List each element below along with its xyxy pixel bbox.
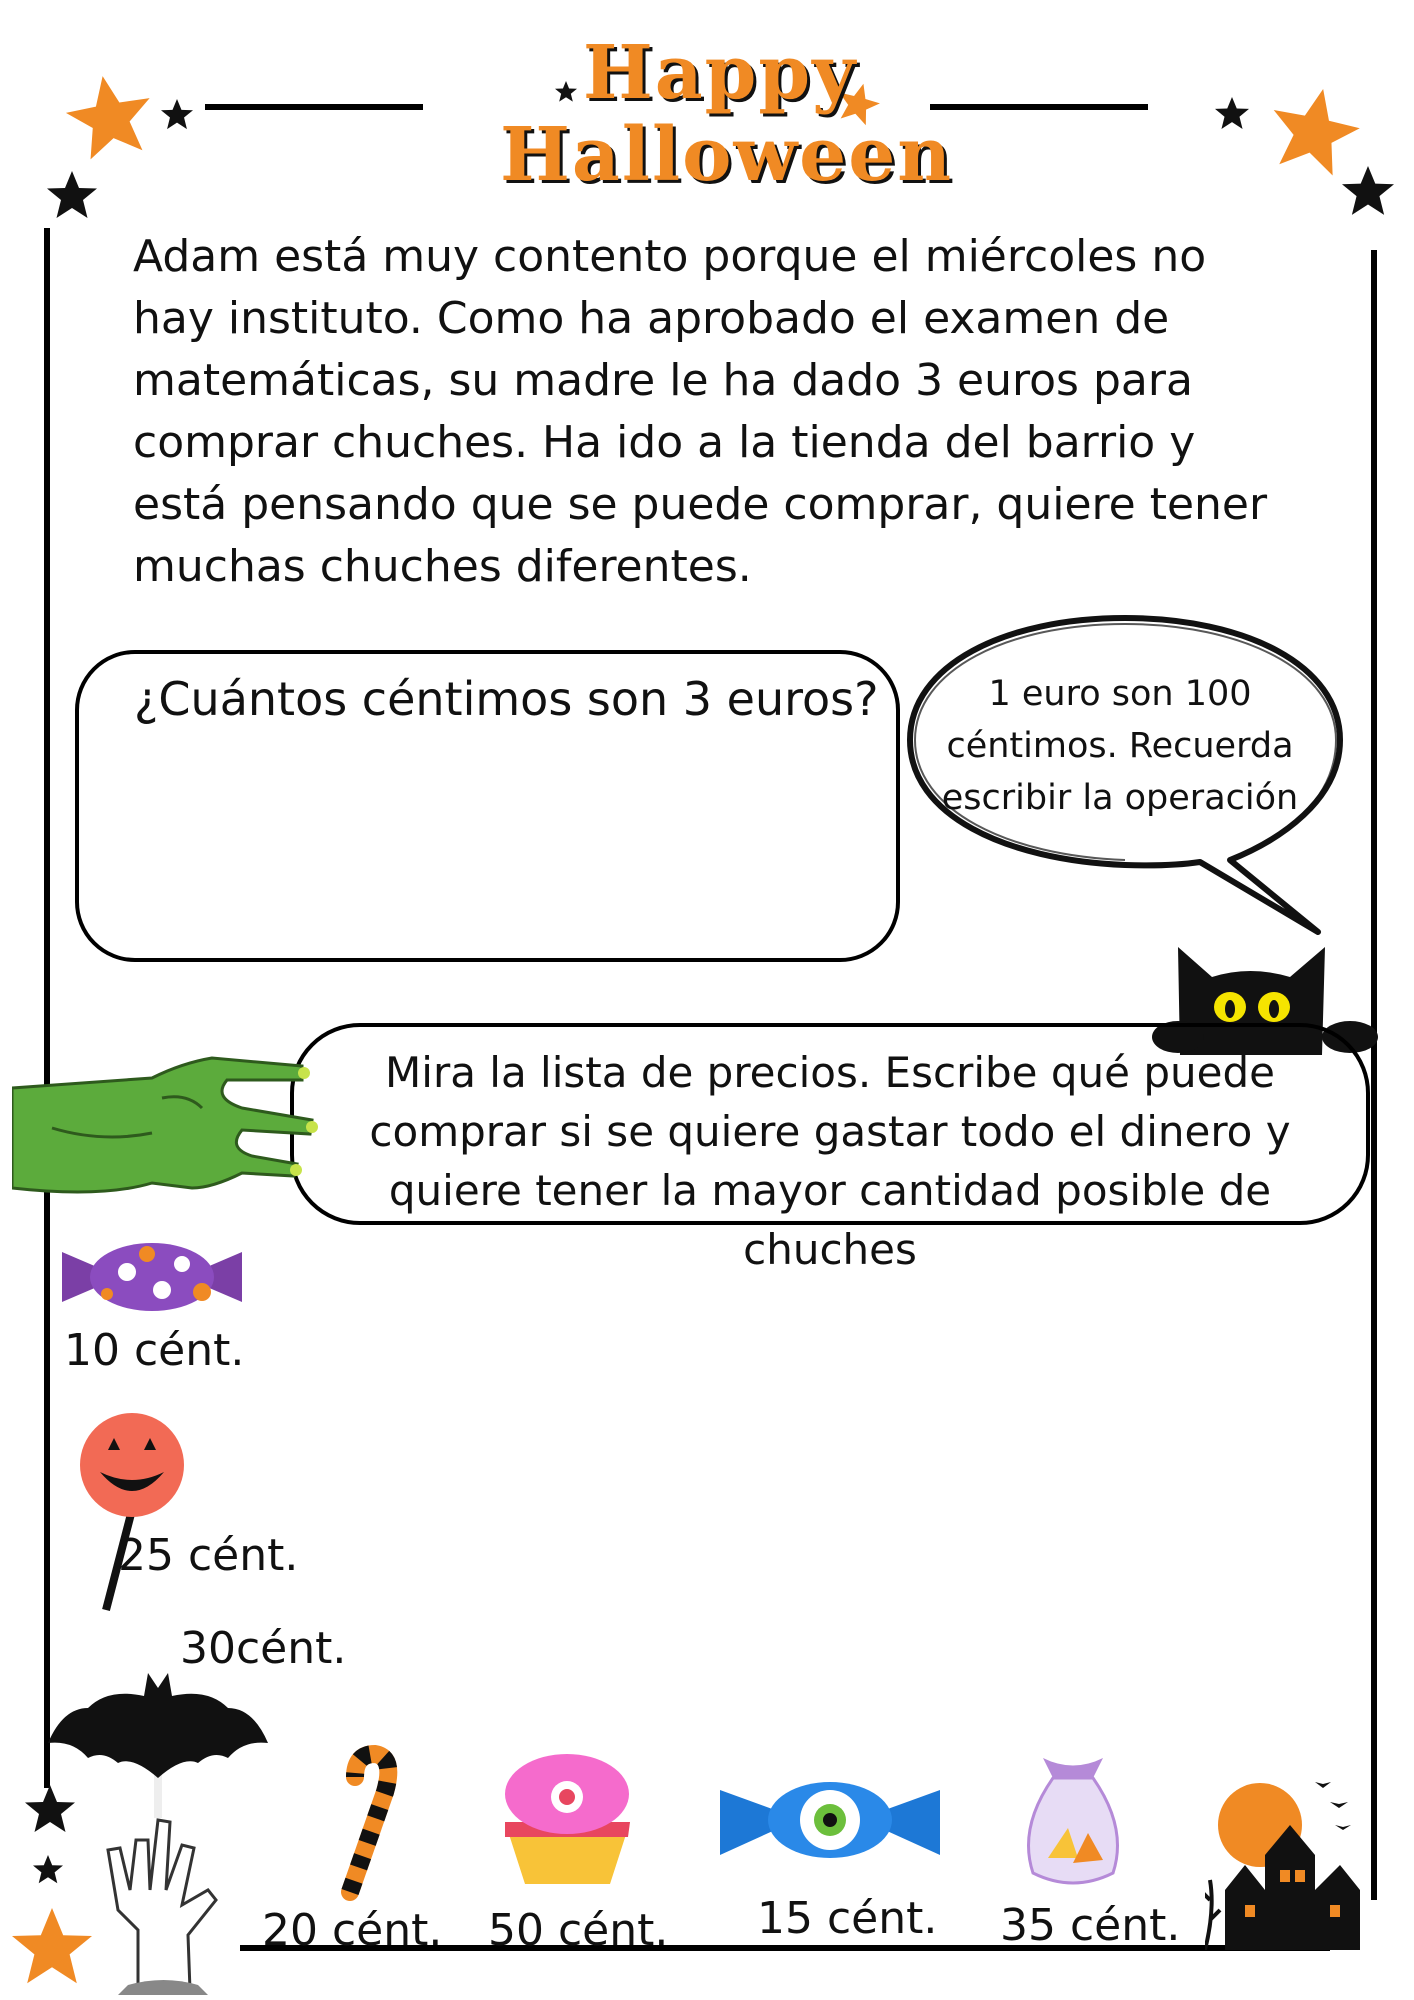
title-halloween: Halloween [500,112,954,198]
question-text: ¿Cuántos céntimos son 3 euros? [134,672,879,726]
candy-cane-icon [330,1742,420,1902]
black-star-icon [1215,97,1249,129]
price-brain-cupcake: 50 cént. [488,1905,669,1956]
instructions-box [290,1023,1370,1274]
pumpkin-lollipop-icon [70,1410,200,1615]
price-pumpkin-lollipop: 25 cént. [118,1530,299,1581]
candy-corn-bag-icon [1018,1748,1128,1893]
problem-paragraph: Adam está muy contento porque el miércoles no hay instituto. Como ha aprobado el examen de matemáticas, su madre le ha dado 3 euros para comprar chuches. Ha ido a la tienda del barrio y está pensando que se puede comprar, quiere tener muchas chuches diferentes. [133,231,1268,592]
zombie-hand-icon [12,1038,322,1213]
black-star-icon [161,99,193,129]
eyeball-candy-icon [720,1775,940,1865]
frame-left-line [44,228,50,1788]
price-wrapped-candy: 10 cént. [64,1325,245,1376]
question-box[interactable] [75,650,900,962]
price-candy-cane: 20 cént. [262,1905,443,1956]
wrapped-candy-icon [62,1232,242,1322]
price-eyeball-candy: 15 cént. [757,1893,938,1944]
orange-star-icon [61,69,159,162]
instructions-text: Mira la lista de precios. Escribe qué puede comprar si se quiere gastar todo el dinero y quiere tener la mayor cantidad posible de chuches [369,1048,1291,1274]
price-candy-corn-bag: 35 cént. [1000,1900,1181,1951]
black-star-icon [47,171,97,218]
bottom-stars-decoration [0,1770,120,2000]
hint-text: 1 euro son 100 céntimos. Recuerda escribir la operación [941,674,1299,818]
frame-right-line [1371,250,1377,1900]
black-star-icon [1342,166,1394,215]
price-bat-lollipop: 30cént. [180,1623,347,1674]
brain-cupcake-icon [490,1742,645,1887]
title-happy: Happy [582,30,858,116]
orange-star-icon [1263,80,1366,179]
haunted-house-icon [1205,1770,1375,1950]
